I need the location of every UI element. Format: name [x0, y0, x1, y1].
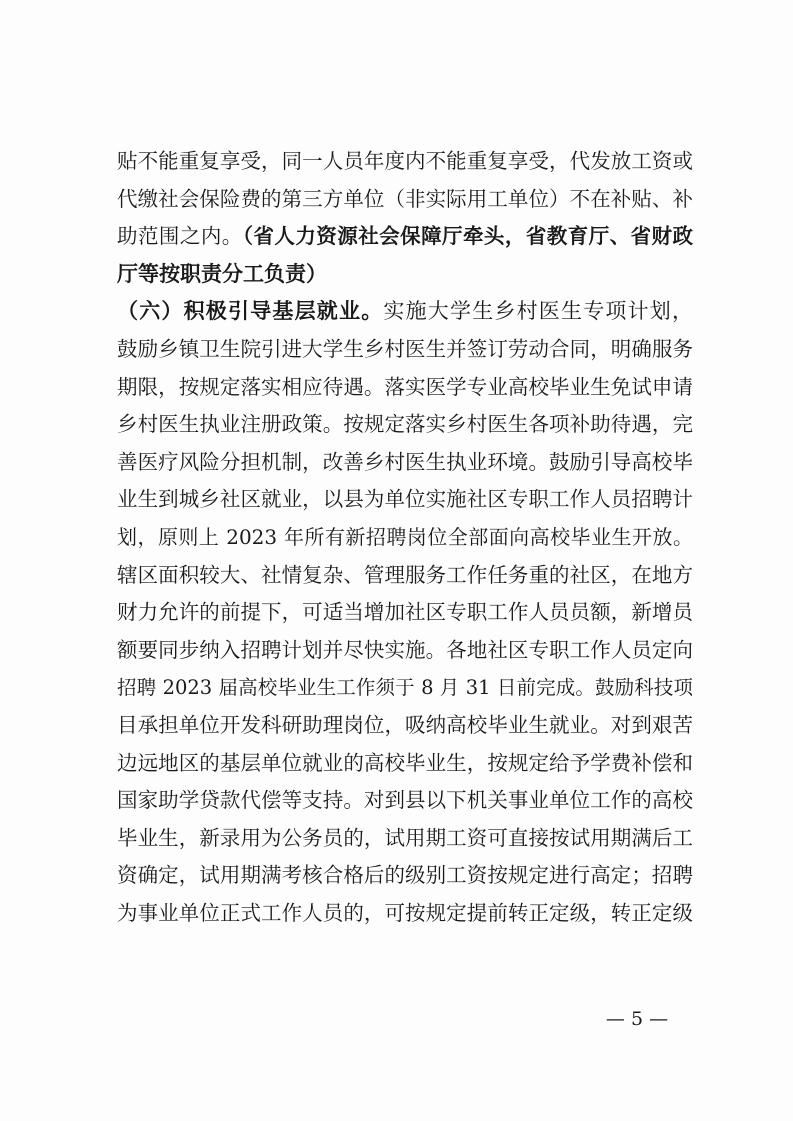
text-segment: 期限，按规定落实相应待遇。落实医学专业高校毕业生免试申请 — [117, 374, 693, 399]
text-line — [117, 218, 693, 256]
text-segment: 额要同步纳入招聘计划并尽快实施。各地社区专职工作人员定向 — [117, 637, 693, 662]
text-segment: 实施大学生乡村医生专项计划， — [383, 299, 694, 324]
text-line — [117, 181, 693, 219]
text-segment: 贴不能重复享受，同一人员年度内不能重复享受，代发放工资或 — [117, 149, 693, 173]
text-segment: 划，原则上 2023 年所有新招聘岗位全部面向高校毕业生开放。 — [117, 524, 693, 549]
text-line — [117, 557, 693, 595]
text-segment: 为事业单位正式工作人员的，可按规定提前转正定级，转正定级 — [117, 900, 693, 925]
text-line — [117, 256, 693, 294]
text-segment: 业生到城乡社区就业，以县为单位实施社区专职工作人员招聘计 — [117, 487, 693, 512]
bold-text: （省人力资源社会保障厅牵头，省教育厅、省财政 — [242, 224, 694, 249]
text-line — [117, 745, 693, 783]
text-segment: 目承担单位开发科研助理岗位，吸纳高校毕业生就业。对到艰苦 — [117, 712, 693, 737]
text-line — [117, 820, 693, 858]
section-heading: （六）积极引导基层就业。 — [117, 299, 384, 324]
text-line — [117, 143, 693, 181]
text-segment: 财力允许的前提下，可适当增加社区专职工作人员员额，新增员 — [117, 600, 693, 625]
bold-text: 厅等按职责分工负责） — [117, 261, 327, 286]
body-text — [117, 143, 693, 932]
text-line — [117, 481, 693, 519]
text-line — [117, 519, 693, 557]
text-segment: 代缴社会保险费的第三方单位（非实际用工单位）不在补贴、补 — [117, 186, 693, 211]
text-line — [117, 707, 693, 745]
text-segment: 资确定，试用期满考核合格后的级别工资按规定进行高定；招聘 — [117, 863, 693, 888]
text-line — [117, 406, 693, 444]
text-segment: 助范围之内。 — [117, 224, 243, 249]
text-line — [117, 594, 693, 632]
text-segment: 鼓励乡镇卫生院引进大学生乡村医生并签订劳动合同，明确服务 — [117, 336, 693, 361]
text-line — [117, 369, 693, 407]
text-line — [117, 444, 693, 482]
text-segment: 招聘 2023 届高校毕业生工作须于 8 月 31 日前完成。鼓励科技项 — [117, 676, 693, 700]
text-line — [117, 331, 693, 369]
text-line — [117, 895, 693, 933]
text-line — [117, 782, 693, 820]
text-segment: 国家助学贷款代偿等支持。对到县以下机关事业单位工作的高校 — [117, 788, 693, 813]
text-line — [117, 857, 693, 895]
text-segment: 乡村医生执业注册政策。按规定落实乡村医生各项补助待遇，完 — [117, 412, 693, 437]
text-line — [117, 632, 693, 670]
text-line — [117, 669, 693, 707]
text-line — [117, 293, 693, 331]
text-segment: 善医疗风险分担机制，改善乡村医生执业环境。鼓励引导高校毕 — [117, 449, 693, 474]
page-number: — 5 — — [605, 1008, 669, 1030]
text-segment: 辖区面积较大、社情复杂、管理服务工作任务重的社区，在地方 — [117, 562, 693, 587]
text-segment: 边远地区的基层单位就业的高校毕业生，按规定给予学费补偿和 — [117, 750, 693, 775]
text-segment: 毕业生，新录用为公务员的，试用期工资可直接按试用期满后工 — [117, 825, 693, 850]
